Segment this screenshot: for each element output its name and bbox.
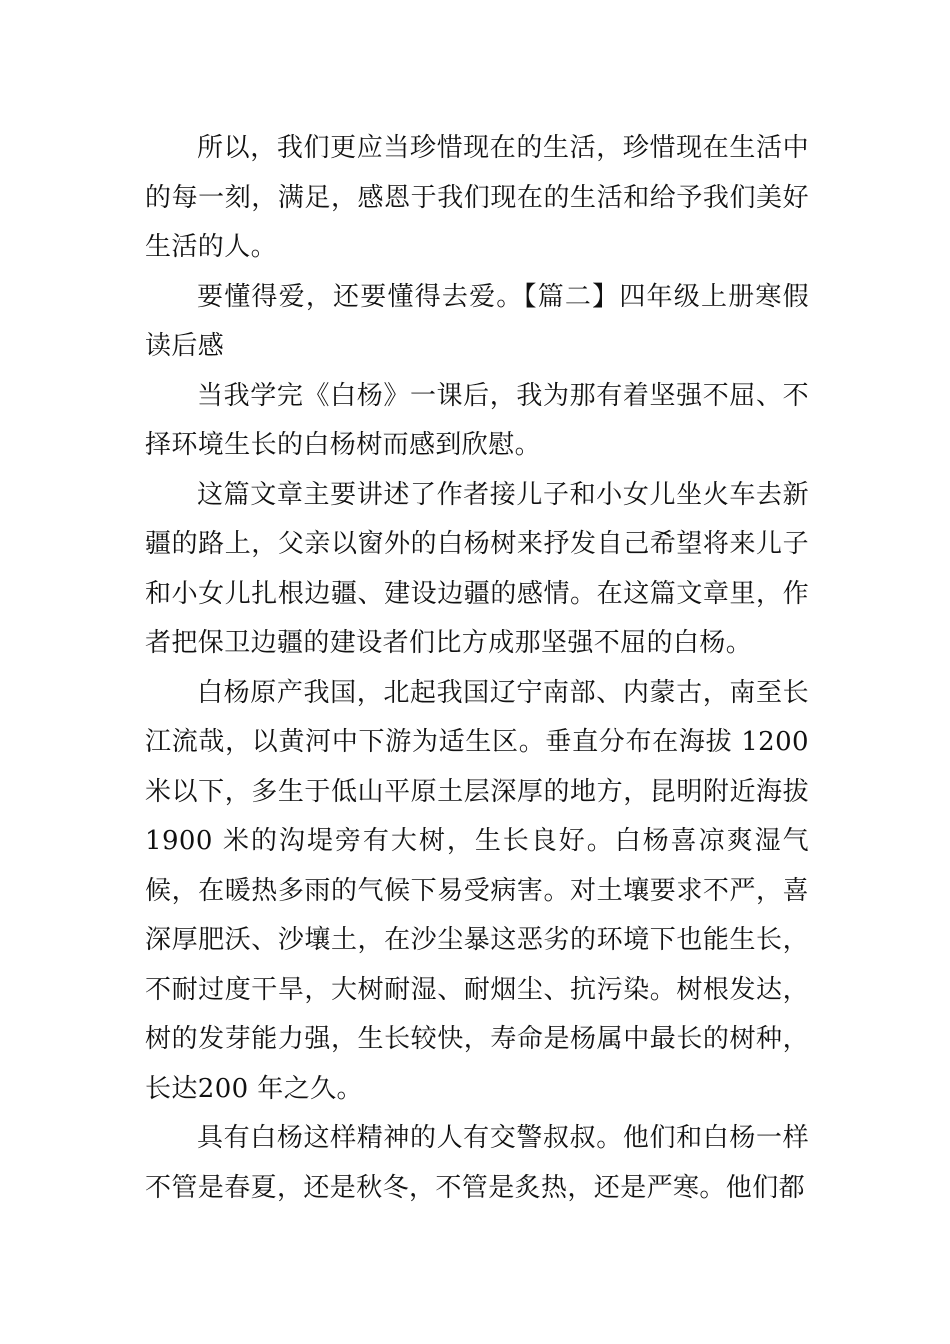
paragraph-6: 具有白杨这样精神的人有交警叔叔。他们和白杨一样不管是春夏，还是秋冬，不管是炙热，还是严寒。他们都 (145, 1123, 809, 1203)
paragraph-1: 所以，我们更应当珍惜现在的生活，珍惜现在生活中的每一刻，满足，感恩于我们现在的生活和给予我们美好生活的人。 (145, 133, 809, 262)
document-body (145, 124, 809, 1213)
paragraph-2: 要懂得爱，还要懂得去爱。【篇二】四年级上册寒假读后感 (145, 281, 809, 361)
paragraph-5: 白杨原产我国，北起我国辽宁南部、内蒙古，南至长江流哉，以黄河中下游为适生区。垂直分布在海拔 1200 米以下，多生于低山平原土层深厚的地方，昆明附近海拔1900 米的沟堤旁有大树，生长良好。白杨喜凉爽湿气候，在暖热多雨的气候下易受病害。对土壤要求不严，喜深厚肥沃、沙壤土，在沙尘暴这恶劣的环境下也能生长，不耐过度干旱，大树耐湿、耐烟尘、抗污染。树根发达，树的发芽能力强，生长较快，寿命是杨属中最长的树种，长达200 年之久。 (145, 677, 809, 1104)
paragraph-3: 当我学完《白杨》一课后，我为那有着坚强不屈、不择环境生长的白杨树而感到欣慰。 (145, 380, 809, 460)
paragraph-4: 这篇文章主要讲述了作者接儿子和小女儿坐火车去新疆的路上，父亲以窗外的白杨树来抒发自己希望将来儿子和小女儿扎根边疆、建设边疆的感情。在这篇文章里，作者把保卫边疆的建设者们比方成那坚强不屈的白杨。 (145, 479, 809, 658)
